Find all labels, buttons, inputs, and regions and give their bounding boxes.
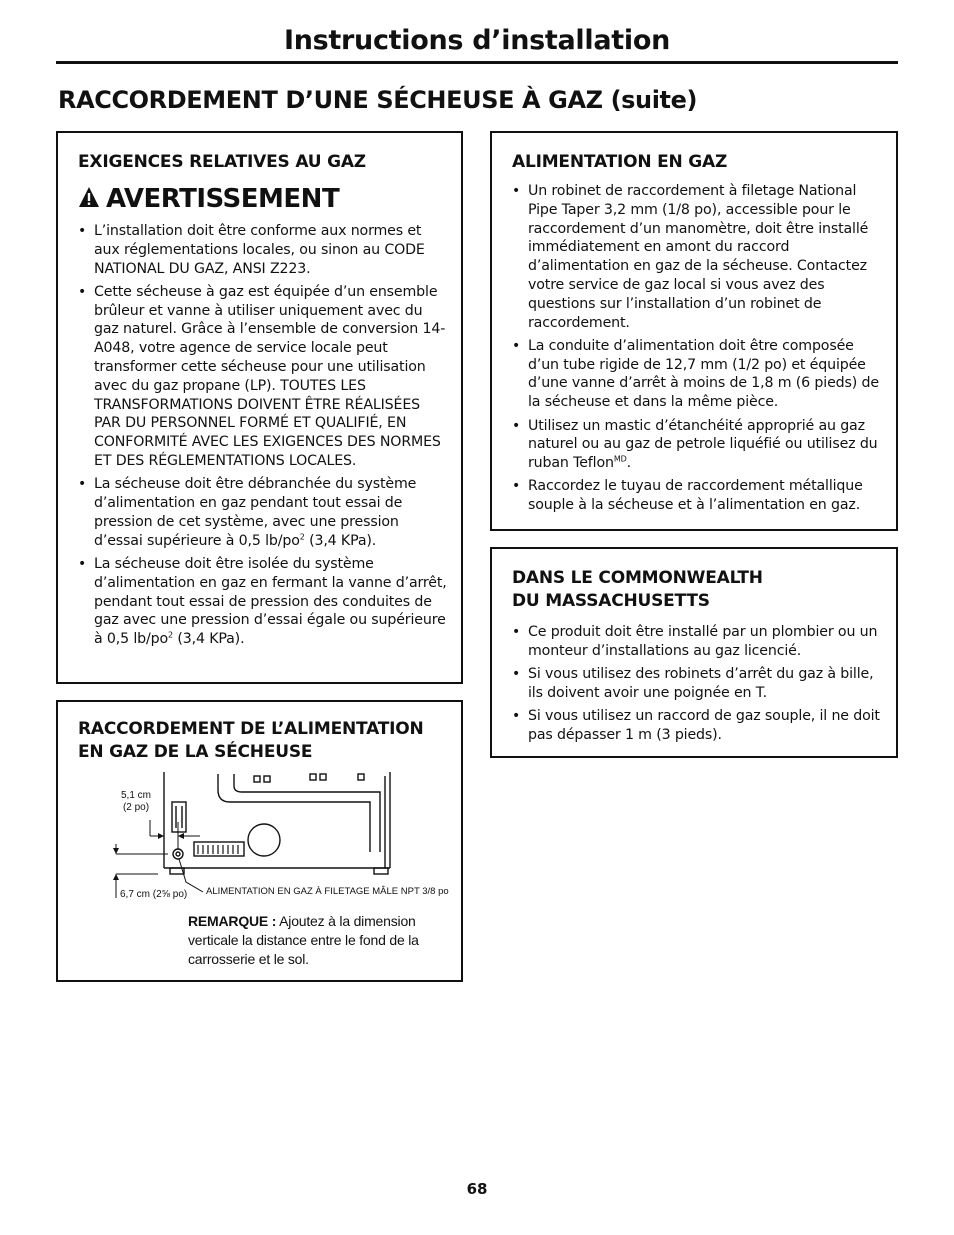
massachusetts-list <box>512 623 890 745</box>
gas-pipe-label: ALIMENTATION EN GAZ À FILETAGE MÂLE NPT 3/8 po <box>206 886 449 897</box>
list-item: • Si vous utilisez un raccord de gaz souple, il ne doit pas dépasser 1 m (3 pieds). <box>512 707 890 745</box>
gas-supply-list <box>512 182 886 515</box>
list-item: • Utilisez un mastic d’étanchéité approprié au gaz naturel ou au gaz de petrole liquéfié ou utilisez du ruban Teflon$^{MD}$. <box>512 417 886 473</box>
list-item: • La conduite d’alimentation doit être composée d’un tube rigide de 12,7 mm (1/2 po) et équipée d’une vanne d’arrêt à moins de 1,8 m (6 pieds) de la sécheuse et dans la même pièce. <box>512 337 886 412</box>
gas-requirements-box <box>56 131 463 684</box>
warning-label: AVERTISSEMENT <box>106 184 340 214</box>
gas-connection-title: RACCORDEMENT DE L’ALIMENTATION EN GAZ DE LA SÉCHEUSE <box>78 719 424 762</box>
massachusetts-title: DANS LE COMMONWEALTH DU MASSACHUSETTS <box>512 568 763 611</box>
list-item: • L’installation doit être conforme aux normes et aux réglementations locales, ou sinon au CODE NATIONAL DU GAZ, ANSI Z223. <box>78 222 449 278</box>
list-item: • La sécheuse doit être isolée du système d’alimentation en gaz en fermant la vanne d’arrêt, pendant tout essai de pression des conduites de gaz avec une pression d’essai égale ou supérieure à 0,5 $lb/po^2$ (3,4 KPa). <box>78 555 449 649</box>
massachusetts-box <box>490 547 898 758</box>
page-header <box>56 22 898 64</box>
dimension-bottom-label: 6,7 cm (2⅝ po) <box>120 889 188 900</box>
list-item: • Un robinet de raccordement à filetage National Pipe Taper 3,2 mm (1/8 po), accessible pour le raccordement d’un manomètre, doit être installé immédiatement en amont du raccord d’alimentation en gaz de la sécheuse. Contactez votre service de gaz local si vous avez des questions sur l’installation d’un robinet de raccordement. <box>512 182 886 332</box>
warning-triangle-icon <box>78 186 100 212</box>
page-title: Instructions d’installation <box>283 25 670 56</box>
warning-heading <box>78 184 449 214</box>
gas-supply-title: ALIMENTATION EN GAZ <box>512 152 728 172</box>
page-number: 68 <box>466 1180 488 1198</box>
section-title: RACCORDEMENT D’UNE SÉCHEUSE À GAZ (suite) <box>58 86 698 114</box>
list-item: • Cette sécheuse à gaz est équipée d’un ensemble brûleur et vanne à utiliser uniquement avec du gaz naturel. Grâce à l’ensemble de conversion 14-A048, votre agence de service locale peut transformer cette sécheuse pour une utilisation avec du gaz propane (LP). TOUTES LES TRANSFORMATIONS DOIVENT ÊTRE RÉALISÉES PAR DU PERSONNEL FORMÉ ET QUALIFIÉ, EN CONFORMITÉ AVEC LES EXIGENCES DES NORMES ET DES RÉGLEMENTATIONS LOCALES. <box>78 283 449 471</box>
dimension-top-label: 5,1 cm (2 po) <box>120 790 151 813</box>
list-item: • Si vous utilisez des robinets d’arrêt du gaz à bille, ils doivent avoir une poignée en T. <box>512 665 890 703</box>
gas-connection-box <box>56 700 463 982</box>
gas-requirements-title: EXIGENCES RELATIVES AU GAZ <box>78 152 366 172</box>
gas-supply-box <box>490 131 898 531</box>
gas-requirements-list <box>78 222 449 649</box>
diagram-note: REMARQUE : Ajoutez à la dimension verticale la distance entre le fond de la carrosserie et le sol. <box>188 913 419 967</box>
list-item: • Raccordez le tuyau de raccordement métallique souple à la sécheuse et à l’alimentation en gaz. <box>512 477 886 515</box>
list-item: • La sécheuse doit être débranchée du système d’alimentation en gaz pendant tout essai de pression de cet système, avec une pression d’essai supérieure à 0,5 $lb/po^2$ (3,4 KPa). <box>78 475 449 550</box>
list-item: • Ce produit doit être installé par un plombier ou un monteur d’installations au gaz licencié. <box>512 623 890 661</box>
